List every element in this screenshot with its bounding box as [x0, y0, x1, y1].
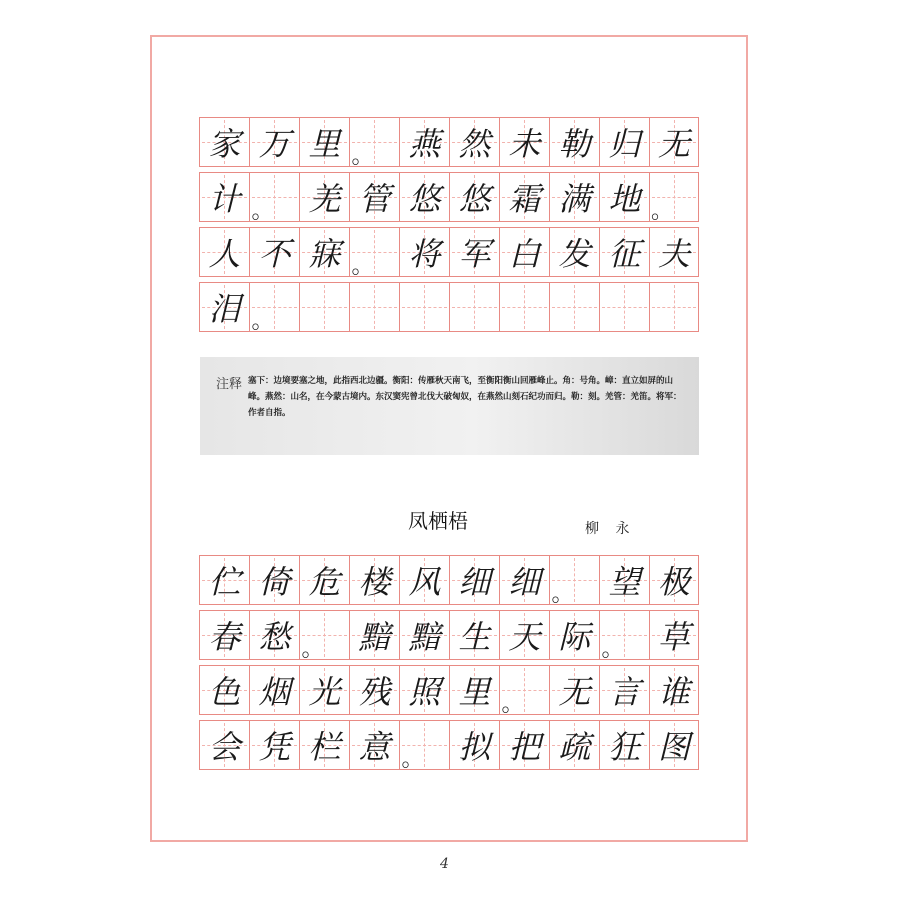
grid-cell — [299, 666, 349, 714]
grid-character: 谁 — [657, 673, 690, 711]
grid-character: 里 — [458, 673, 491, 711]
grid-character: 意 — [358, 728, 391, 766]
grid-cell — [649, 611, 699, 659]
grid-cell — [499, 173, 549, 221]
grid-cell — [349, 556, 399, 604]
grid-character: 生 — [458, 618, 491, 656]
grid-cell — [349, 118, 399, 169]
grid-row — [199, 555, 699, 605]
grid-cell — [549, 611, 599, 659]
grid-character: 春 — [208, 618, 241, 656]
grid-character: 发 — [558, 235, 591, 273]
grid-character: 不 — [258, 235, 291, 273]
grid-character: 地 — [608, 180, 641, 218]
grid-character: 满 — [558, 180, 591, 218]
grid-character: 。 — [351, 253, 374, 279]
grid-cell — [499, 611, 549, 659]
grid-cell — [649, 283, 699, 331]
grid-cell — [649, 556, 699, 604]
grid-cell — [449, 118, 499, 166]
grid-cell — [649, 118, 699, 166]
grid-cell — [349, 283, 399, 331]
grid-cell — [599, 228, 649, 276]
grid-character: 。 — [401, 746, 424, 772]
grid-character: 极 — [657, 563, 690, 601]
grid-row — [199, 665, 699, 715]
grid-character: 泪 — [208, 290, 241, 328]
grid-cell — [499, 118, 549, 166]
grid-cell — [249, 611, 299, 659]
grid-cell — [199, 666, 249, 714]
grid-character: 。 — [301, 636, 324, 662]
grid-character: 倚 — [258, 563, 291, 601]
grid-character: 草 — [657, 618, 690, 656]
grid-cell — [349, 721, 399, 769]
grid-cell — [399, 556, 449, 604]
grid-character: 勒 — [558, 125, 591, 163]
poem-author: 柳 永 — [585, 521, 636, 537]
grid-cell — [449, 666, 499, 714]
grid-cell — [549, 228, 599, 276]
grid-character: 人 — [208, 235, 241, 273]
grid-character: 。 — [251, 308, 274, 334]
grid-cell — [449, 611, 499, 659]
grid-character: 计 — [208, 180, 241, 218]
grid-character: 细 — [508, 563, 541, 601]
grid-character: 照 — [408, 673, 441, 711]
grid-character: 伫 — [208, 563, 241, 601]
grid-character: 。 — [351, 143, 374, 169]
grid-cell — [199, 611, 249, 659]
grid-cell — [299, 556, 349, 604]
grid-cell — [299, 173, 349, 221]
grid-cell — [549, 666, 599, 714]
grid-character: 征 — [608, 235, 641, 273]
grid-cell — [549, 556, 599, 607]
grid-character: 危 — [308, 563, 341, 601]
grid-cell — [399, 666, 449, 714]
grid-cell — [399, 118, 449, 166]
grid-character: 愁 — [258, 618, 291, 656]
grid-cell — [449, 173, 499, 221]
grid-character: 色 — [208, 673, 241, 711]
grid-cell — [299, 228, 349, 276]
grid-cell — [249, 721, 299, 769]
grid-row — [199, 227, 699, 277]
grid-character: 拟 — [458, 728, 491, 766]
grid-cell — [449, 721, 499, 769]
grid-character: 。 — [251, 198, 274, 224]
grid-character: 狂 — [608, 728, 641, 766]
grid-cell — [499, 228, 549, 276]
grid-cell — [199, 721, 249, 769]
grid-character: 家 — [208, 125, 241, 163]
grid-cell — [449, 228, 499, 276]
grid-cell — [649, 173, 699, 224]
grid-character: 会 — [208, 728, 241, 766]
grid-character: 白 — [508, 235, 541, 273]
grid-character: 。 — [501, 691, 524, 717]
grid-cell — [349, 228, 399, 279]
grid-character: 天 — [508, 618, 541, 656]
grid-cell — [399, 721, 449, 772]
grid-character: 图 — [657, 728, 690, 766]
grid-character: 军 — [458, 235, 491, 273]
grid-character: 。 — [601, 636, 624, 662]
grid-character: 。 — [551, 581, 574, 607]
grid-cell — [649, 666, 699, 714]
grid-cell — [199, 283, 249, 331]
grid-character: 际 — [558, 618, 591, 656]
grid-character: 栏 — [308, 728, 341, 766]
notes-box — [200, 357, 699, 455]
grid-character: 。 — [650, 198, 673, 224]
grid-character: 然 — [458, 125, 491, 163]
grid-character: 凭 — [258, 728, 291, 766]
page-number: 4 — [440, 856, 449, 872]
grid-cell — [549, 283, 599, 331]
grid-cell — [299, 118, 349, 166]
grid-cell — [299, 721, 349, 769]
grid-character: 夫 — [657, 235, 690, 273]
grid-character: 将 — [408, 235, 441, 273]
grid-cell — [349, 666, 399, 714]
grid-character: 归 — [608, 125, 641, 163]
grid-character: 黯 — [408, 618, 441, 656]
grid-cell — [599, 283, 649, 331]
grid-character: 细 — [458, 563, 491, 601]
grid-cell — [249, 118, 299, 166]
grid-cell — [499, 666, 549, 717]
grid-cell — [349, 611, 399, 659]
grid-character: 残 — [358, 673, 391, 711]
grid-cell — [399, 173, 449, 221]
grid-character: 羌 — [308, 180, 341, 218]
grid-cell — [599, 666, 649, 714]
grid-cell — [349, 173, 399, 221]
grid-cell — [499, 283, 549, 331]
grid-cell — [399, 228, 449, 276]
grid-row — [199, 720, 699, 770]
grid-character: 望 — [608, 563, 641, 601]
poem-title: 凤栖梧 — [408, 509, 468, 533]
grid-cell — [199, 556, 249, 604]
grid-character: 无 — [657, 125, 690, 163]
grid-cell — [249, 173, 299, 224]
grid-cell — [249, 666, 299, 714]
grid-character: 悠 — [408, 180, 441, 218]
grid-cell — [199, 228, 249, 276]
grid-cell — [599, 611, 649, 662]
grid-character: 风 — [408, 563, 441, 601]
grid-cell — [199, 118, 249, 166]
grid-cell — [549, 118, 599, 166]
grid-cell — [249, 228, 299, 276]
grid-cell — [299, 283, 349, 331]
grid-cell — [449, 556, 499, 604]
grid-character: 悠 — [458, 180, 491, 218]
grid-character: 把 — [508, 728, 541, 766]
grid-character: 无 — [558, 673, 591, 711]
grid-cell — [449, 283, 499, 331]
grid-cell — [649, 721, 699, 769]
grid-character: 光 — [308, 673, 341, 711]
grid-row — [199, 610, 699, 660]
grid-character: 黯 — [358, 618, 391, 656]
grid-character: 霜 — [508, 180, 541, 218]
grid-cell — [649, 228, 699, 276]
grid-cell — [599, 556, 649, 604]
grid-cell — [549, 173, 599, 221]
grid-cell — [549, 721, 599, 769]
grid-character: 寐 — [308, 235, 341, 273]
grid-row — [199, 282, 699, 332]
grid-cell — [499, 556, 549, 604]
grid-character: 言 — [608, 673, 641, 711]
grid-row — [199, 117, 699, 167]
practice-grid-bottom — [199, 555, 699, 775]
notes-label: 注释 — [216, 377, 243, 392]
grid-cell — [599, 721, 649, 769]
grid-cell — [299, 611, 349, 662]
grid-character: 管 — [358, 180, 391, 218]
grid-character: 楼 — [358, 563, 391, 601]
grid-character: 烟 — [258, 673, 291, 711]
practice-grid-top — [199, 117, 699, 337]
notes-text: 塞下：边境要塞之地，此指西北边疆。衡阳：传雁秋天南飞，至衡阳衡山回雁峰止。角：号角。嶂：直立如屏的山峰。燕然：山名，在今蒙古境内。东汉窦宪曾北伐大破匈奴，在燕然山刻石纪功而归。勒：刻。羌管：羌笛。将军：作者自指。 — [248, 376, 682, 418]
grid-character: 疏 — [558, 728, 591, 766]
grid-character: 燕 — [408, 125, 441, 163]
grid-cell — [599, 173, 649, 221]
grid-cell — [399, 611, 449, 659]
grid-cell — [499, 721, 549, 769]
grid-cell — [399, 283, 449, 331]
grid-cell — [249, 556, 299, 604]
grid-row — [199, 172, 699, 222]
grid-character: 未 — [508, 125, 541, 163]
grid-cell — [249, 283, 299, 334]
grid-cell — [199, 173, 249, 221]
grid-character: 里 — [308, 125, 341, 163]
grid-cell — [599, 118, 649, 166]
grid-character: 万 — [258, 125, 291, 163]
